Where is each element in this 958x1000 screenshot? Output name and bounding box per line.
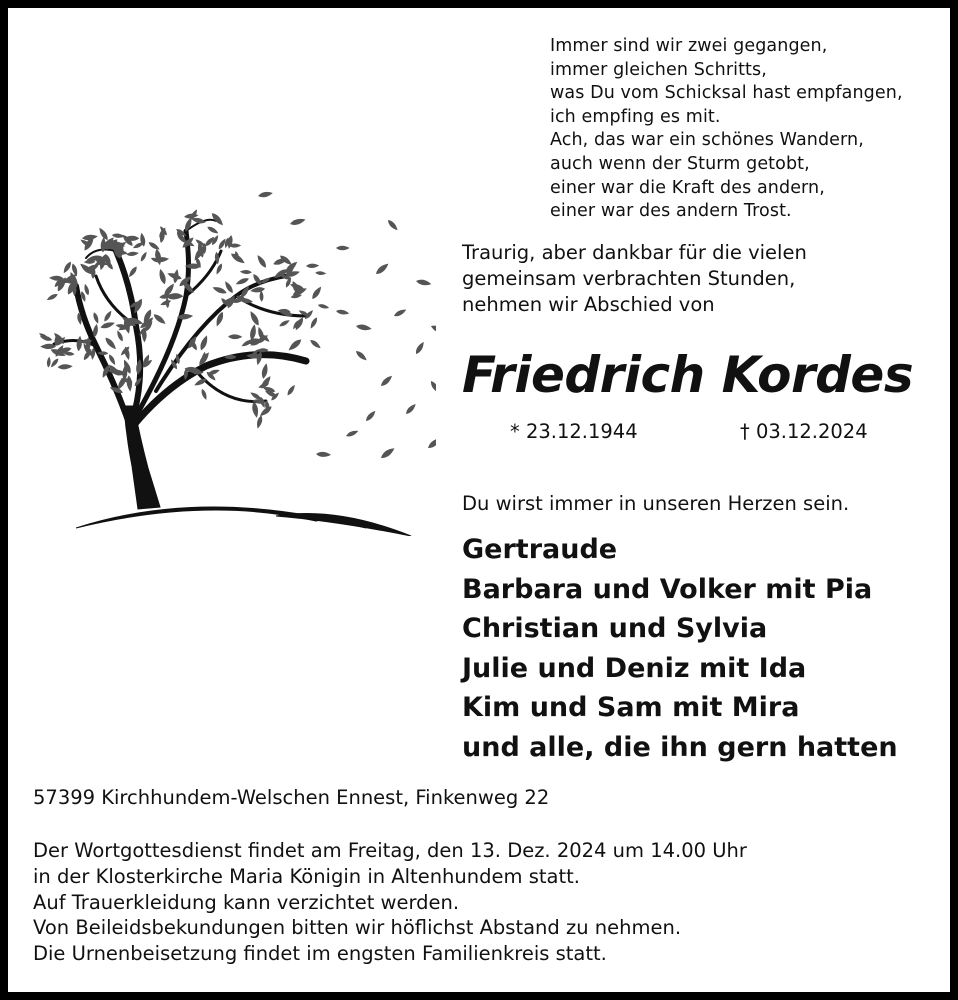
leaf [310, 285, 323, 300]
leaf [46, 292, 59, 302]
leaf [356, 323, 373, 331]
service-line: Von Beileidsbekundungen bitten wir höflichst Abstand zu nehmen. [33, 916, 682, 940]
service-line: Der Wortgottesdienst findet am Freitag, den 13. Dez. 2024 um 14.00 Uhr [33, 839, 747, 862]
death-date: † 03.12.2024 [740, 420, 868, 443]
leaf [278, 318, 290, 327]
leaf [126, 251, 139, 257]
leaf [228, 334, 242, 339]
leaf [414, 341, 426, 356]
leaf [430, 324, 436, 336]
leaf [364, 409, 377, 422]
windblown-tree-icon [36, 176, 436, 536]
leaf [104, 336, 118, 351]
poem-line: Immer sind wir zwei gegangen, [550, 36, 828, 56]
leaf [309, 338, 322, 350]
leaf [240, 270, 252, 275]
leaf [36, 344, 37, 360]
poem-line: einer war des andern Trost. [550, 201, 792, 222]
birth-date: * 23.12.1944 [510, 420, 638, 443]
leaf [261, 363, 269, 380]
poem-line: immer gleichen Schritts, [550, 59, 767, 80]
leaf [249, 324, 257, 341]
leaf [354, 349, 368, 362]
intro-line: gemeinsam verbrachten Stunden, [462, 267, 796, 290]
leaf [393, 308, 407, 318]
leaf [257, 190, 273, 198]
service-line: Auf Trauerkleidung kann verzichtet werden. [33, 890, 460, 914]
poem-line: auch wenn der Sturm getobt, [550, 153, 810, 174]
leaf [289, 217, 306, 227]
leaf [345, 429, 359, 438]
leaf [57, 364, 72, 370]
leaf [336, 309, 350, 316]
mourner-name: Julie und Deniz mit Ida [462, 652, 807, 684]
leaf [286, 384, 297, 397]
leaf [46, 356, 51, 367]
poem [550, 35, 903, 224]
mourner-name: und alle, die ihn gern hatten [462, 731, 898, 763]
leaf [287, 337, 303, 352]
leaf [116, 330, 125, 343]
leaf [248, 310, 261, 327]
leaf [154, 248, 163, 266]
leaf [415, 278, 431, 286]
leaf [336, 246, 350, 251]
poem-line: was Du vom Schicksal hast empfangen, [550, 83, 903, 104]
leaf [374, 262, 390, 276]
leaf [255, 254, 268, 269]
intro-text [462, 240, 807, 318]
poem-line: einer war die Kraft des andern, [550, 177, 825, 198]
leaf [152, 312, 167, 325]
leaf [404, 402, 417, 415]
leaf [158, 268, 168, 285]
address: 57399 Kirchhundem-Welschen Ennest, Finkenweg 22 [33, 786, 550, 809]
leaf [165, 297, 169, 308]
mourner-name: Barbara und Volker mit Pia [462, 573, 873, 605]
leaf [147, 240, 161, 251]
mourner-name: Gertraude [462, 534, 618, 565]
leaf [309, 316, 319, 329]
leaf [315, 271, 326, 276]
mourners-list [462, 530, 898, 767]
leaf [316, 451, 331, 457]
leaf [126, 375, 133, 392]
leaf [139, 251, 148, 263]
deceased-name: Friedrich Kordes [462, 346, 914, 404]
leaf [82, 234, 98, 241]
intro-line: Traurig, aber dankbar für die vielen [462, 241, 807, 264]
intro-line: nehmen wir Abschied von [462, 293, 715, 316]
leaf [200, 388, 208, 400]
leaf [306, 263, 319, 268]
leaf [426, 436, 436, 450]
service-line: Die Urnenbeisetzung findet im engsten Familienkreis statt. [33, 942, 607, 966]
leaf [199, 334, 210, 351]
service-info [33, 838, 747, 967]
leaf [103, 309, 114, 322]
leaf [206, 225, 219, 235]
heart-line: Du wirst immer in unseren Herzen sein. [462, 492, 850, 515]
leaf [317, 303, 329, 310]
leaf [127, 265, 138, 278]
leaf [76, 336, 83, 352]
mourner-name: Christian und Sylvia [462, 613, 768, 644]
poem-line: ich empfing es mit. [550, 106, 721, 127]
leaf [107, 353, 116, 366]
leaf [235, 276, 250, 286]
leaf [215, 263, 224, 276]
leaf [379, 374, 394, 388]
leaf [429, 380, 436, 394]
leaf [386, 218, 399, 231]
leaf [251, 401, 259, 418]
leaf [92, 312, 100, 325]
poem-line: Ach, das war ein schönes Wandern, [550, 130, 864, 151]
obituary-frame [8, 8, 950, 992]
mourner-name: Kim und Sam mit Mira [462, 692, 800, 723]
leaf [379, 446, 396, 460]
leaf [100, 321, 116, 330]
leaf [212, 285, 228, 295]
service-line: in der Klosterkirche Maria Königin in Altenhundem statt. [33, 864, 580, 888]
